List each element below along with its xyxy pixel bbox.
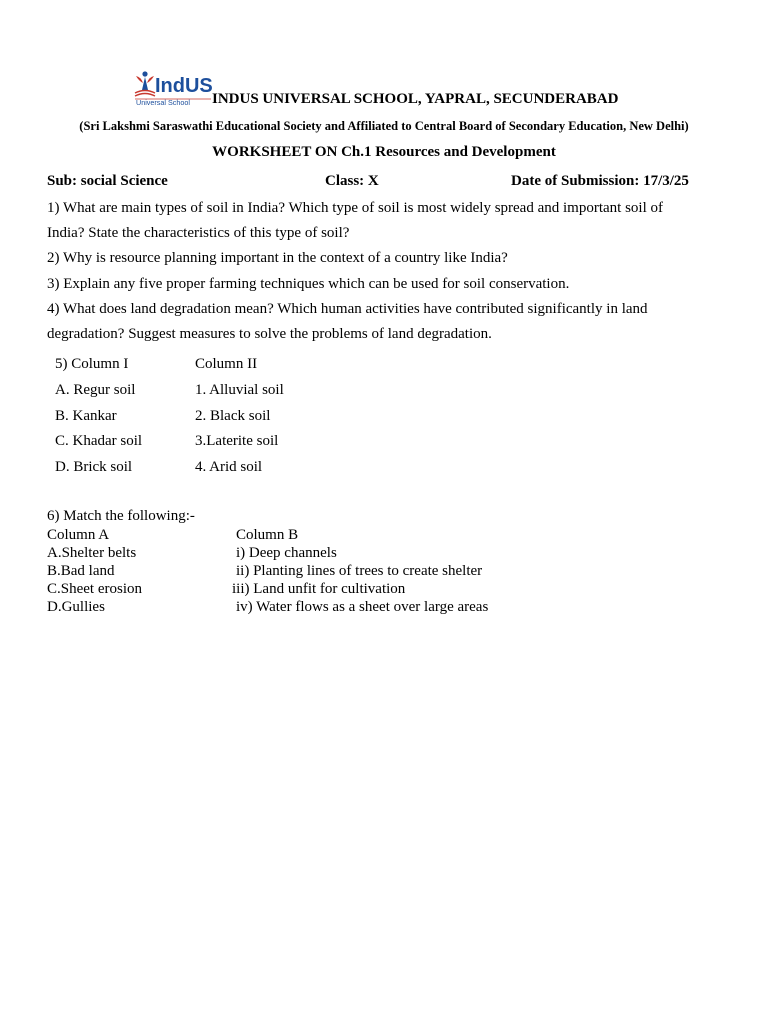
question-4-line-1: 4) What does land degradation mean? Which human activities have contributed significantly in land [47, 301, 648, 317]
class-label: Class: X [325, 173, 379, 189]
logo-subtext: Universal School [136, 98, 190, 107]
q6-item-iii: iii) Land unfit for cultivation [232, 581, 406, 597]
q6-title: 6) Match the following:- [47, 508, 195, 524]
q6-item-iv: iv) Water flows as a sheet over large areas [236, 599, 489, 615]
school-logo [133, 68, 213, 108]
q5-item-1: 1. Alluvial soil [195, 382, 284, 398]
question-1-line-1: 1) What are main types of soil in India? Which type of soil is most widely spread and important soil of [47, 200, 663, 216]
question-4-line-2: degradation? Suggest measures to solve the problems of land degradation. [47, 326, 492, 342]
q5-column-2-header: Column II [195, 356, 258, 372]
q6-item-i: i) Deep channels [236, 545, 337, 561]
school-name: INDUS UNIVERSAL SCHOOL, YAPRAL, SECUNDERABAD [212, 91, 619, 107]
q5-item-4: 4. Arid soil [195, 459, 263, 475]
q6-item-b: B.Bad land [47, 563, 115, 579]
q6-item-ii: ii) Planting lines of trees to create shelter [236, 563, 483, 579]
q5-column-1-header: 5) Column I [55, 356, 129, 372]
worksheet-title: WORKSHEET ON Ch.1 Resources and Development [212, 144, 556, 160]
affiliation-line: (Sri Lakshmi Saraswathi Educational Society and Affiliated to Central Board of Secondary Education, New Delhi) [79, 119, 689, 133]
q5-item-d: D. Brick soil [55, 459, 133, 475]
q6-column-a-header: Column A [47, 527, 110, 543]
q6-item-c: C.Sheet erosion [47, 581, 142, 597]
question-2: 2) Why is resource planning important in the context of a country like India? [47, 250, 508, 266]
q5-item-a: A. Regur soil [55, 382, 136, 398]
submission-date: Date of Submission: 17/3/25 [511, 173, 689, 189]
q5-item-2: 2. Black soil [195, 408, 271, 424]
q6-item-d: D.Gullies [47, 599, 105, 615]
q5-item-b: B. Kankar [55, 408, 117, 424]
q6-column-b-header: Column B [236, 527, 299, 543]
q6-item-a: A.Shelter belts [47, 545, 137, 561]
question-3: 3) Explain any five proper farming techniques which can be used for soil conservation. [47, 276, 570, 292]
subject-label: Sub: social Science [47, 173, 168, 189]
q5-item-c: C. Khadar soil [55, 433, 143, 449]
q5-item-3: 3.Laterite soil [195, 433, 279, 449]
question-1-line-2: India? State the characteristics of this type of soil? [47, 225, 350, 241]
logo-wordmark: IndUS [155, 75, 213, 97]
